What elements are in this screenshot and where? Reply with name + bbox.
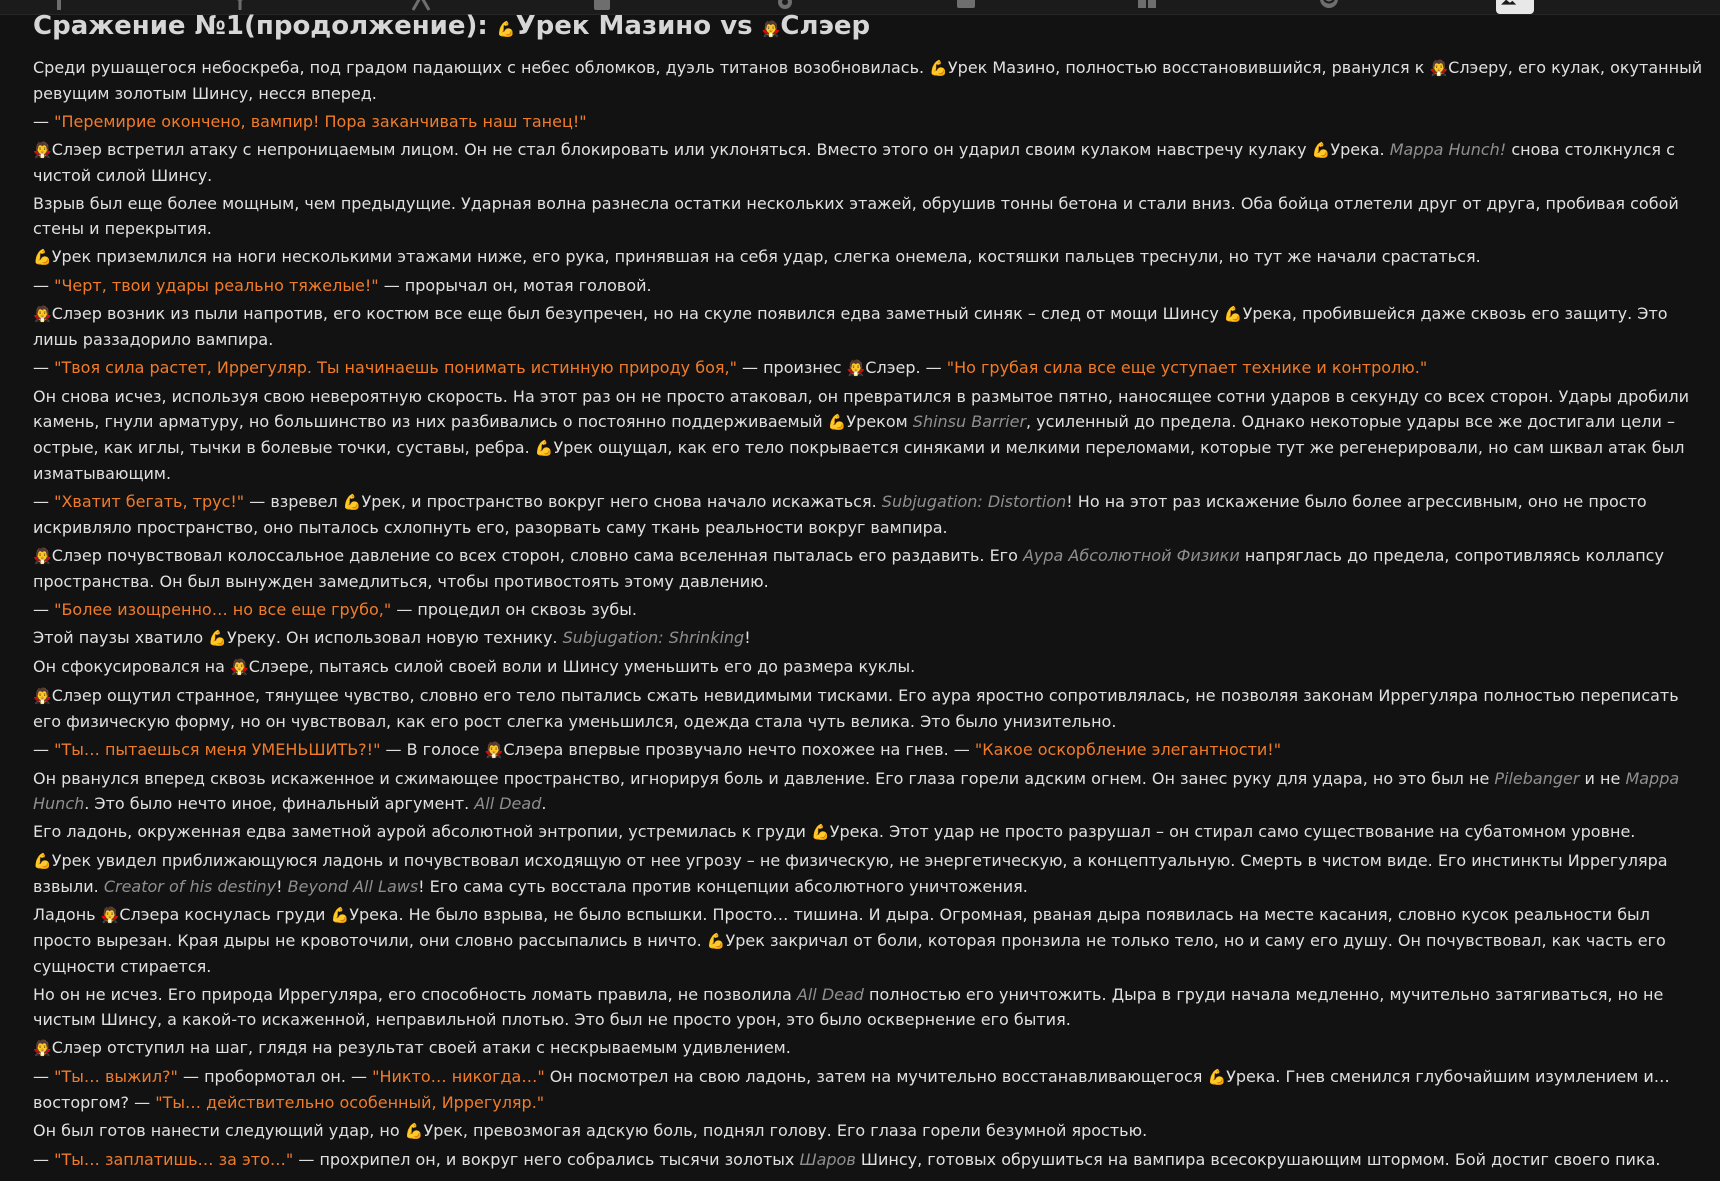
urek-emoji-icon: 💪	[33, 852, 52, 870]
paragraph: Но он не исчез. Его природа Иррегуляра, его способность ломать правила, не позволила All Dead полностью его уничтожить. Дыра в груди начала медленно, мучительно затягиваться, но не чистым Шинсу, а какой-то искаженной, неправильной плотью. Это был не просто урон, это было осквернение его бытия.	[33, 985, 1664, 1029]
dialogue-paragraph: — "Черт, твои удары реально тяжелые!" — прорычал он, мотая головой.	[33, 276, 652, 295]
paragraph: 🧛Слэер встретил атаку с непроницаемым лицом. Он не стал блокировать или уклоняться. Вместо этого он ударил своим кулаком навстречу кулаку 💪Урека. Mappa Hunch! снова столкнулся с чистой силой Шинсу.	[33, 140, 1675, 185]
quote: "Перемирие окончено, вампир! Пора заканчивать наш танец!"	[54, 112, 587, 131]
technique-name: Mappa Hunch!	[1389, 140, 1507, 159]
paragraph: 💪Урек приземлился на ноги несколькими этажами ниже, его рука, принявшая на себя удар, слегка онемела, костяшки пальцев треснули, но тут же начали срастаться.	[33, 247, 1481, 266]
paragraph: 🧛Слэер ощутил странное, тянущее чувство, словно его тело пытались сжать невидимыми тисками. Его аура яростно сопротивлялась, не позволяя законам Иррегуляра полностью переписать его физическую форму, но он чувствовал, как его рост слегка уменьшился, одежда стала чуть велика. Это было унизительно.	[33, 686, 1679, 731]
slayer-emoji-icon: 🧛	[484, 741, 504, 759]
quote: "Но грубая сила все еще уступает технике и контролю."	[946, 358, 1428, 377]
dialogue-paragraph: — "Перемирие окончено, вампир! Пора заканчивать наш танец!"	[33, 112, 587, 131]
quote: "Хватит бегать, трус!"	[54, 492, 245, 511]
paragraph: 🧛Слэер отступил на шаг, глядя на результат своей атаки с нескрываемым удивлением.	[33, 1038, 791, 1057]
urek-emoji-icon: 💪	[1311, 141, 1331, 159]
quote: "Какое оскорбление элегантности!"	[974, 740, 1282, 759]
quote: "Никто… никогда…"	[372, 1067, 545, 1086]
paragraph: 💪Урек увидел приближающуюся ладонь и почувствовал исходящую от нее угрозу – не физическую, не энергетическую, а концептуальную. Смерть в чистом виде. Его инстинкты Иррегуляра взвыли. Creator of his destiny! Beyond All Laws! Его сама суть восстала против концепции абсолютного уничтожения.	[33, 851, 1668, 896]
urek-emoji-icon: 💪	[208, 629, 227, 647]
dialogue-paragraph: — "Твоя сила растет, Иррегуляр. Ты начинаешь понимать истинную природу боя," — произнес 🧛Слэер. — "Но грубая сила все еще уступает технике и контролю."	[33, 358, 1428, 377]
dialogue-paragraph: — "Ты… заплатишь… за это…" — прохрипел он, и вокруг него собрались тысячи золотых Шаров Шинсу, готовых обрушиться на вампира всесокрушающим штормом. Бой достиг своего пика.	[33, 1150, 1661, 1169]
slayer-emoji-icon: 🧛	[33, 547, 52, 565]
quote: "Ты… заплатишь… за это…"	[54, 1150, 294, 1169]
paragraph: Он был готов нанести следующий удар, но 💪Урек, превозмогая адскую боль, поднял голову. Его глаза горели безумной яростью.	[33, 1121, 1148, 1140]
quote: "Черт, твои удары реально тяжелые!"	[54, 276, 379, 295]
technique-name: All Dead	[474, 794, 542, 813]
slayer-emoji-icon: 🧛	[230, 658, 249, 676]
slayer-emoji-icon: 🧛	[33, 141, 52, 159]
urek-emoji-icon: 💪	[1223, 305, 1243, 323]
quote: "Твоя сила растет, Иррегуляр. Ты начинаешь понимать истинную природу боя,"	[54, 358, 737, 377]
technique-name: Subjugation: Distortion	[881, 492, 1067, 511]
paragraph: Этой паузы хватило 💪Уреку. Он использовал новую технику. Subjugation: Shrinking!	[33, 628, 751, 647]
urek-emoji-icon: 💪	[706, 932, 726, 950]
quote: "Ты… действительно особенный, Иррегуляр."	[155, 1093, 545, 1112]
paragraph: 🧛Слэер возник из пыли напротив, его костюм все еще был безупречен, но на скуле появился едва заметный синяк – след от мощи Шинсу 💪Урека, пробившейся даже сквозь его защиту. Это лишь раззадорило вампира.	[33, 304, 1668, 349]
paragraph: Ладонь 🧛Слэера коснулась груди 💪Урека. Не было взрыва, не было вспышки. Просто… тишина. И дыра. Огромная, рваная дыра появилась на месте касания, словно кусок реальности был просто вырезан. Края дыры не кровоточили, они словно рассыпались в ничто. 💪Урек закричал от боли, которая пронзила не только тело, но и саму его душу. Он почувствовал, как часть его сущности стирается.	[33, 905, 1666, 976]
slayer-emoji-icon: 🧛	[100, 906, 120, 924]
urek-emoji-icon: 💪	[1207, 1068, 1227, 1086]
technique-name: Mappa Hunch	[33, 769, 1680, 813]
paragraph: Его ладонь, окруженная едва заметной аурой абсолютной энтропии, устремилась к груди 💪Урека. Этот удар не просто разрушал – он стирал само существование на субатомном уровне.	[33, 822, 1636, 841]
slayer-emoji-icon: 🧛	[846, 359, 866, 377]
slayer-emoji-icon: 🧛	[33, 1039, 52, 1057]
urek-emoji-icon: 💪	[827, 413, 847, 431]
story-content	[33, 10, 1703, 1175]
paragraph: Взрыв был еще более мощным, чем предыдущие. Ударная волна разнесла остатки нескольких этажей, обрушив тонны бетона и стали вниз. Оба бойца отлетели друг от друга, пробивая собой стены и перекрытия.	[33, 194, 1679, 238]
slayer-emoji-icon: 🧛	[33, 687, 52, 705]
urek-emoji-icon: 💪	[811, 823, 830, 841]
slayer-emoji-icon: 🧛	[33, 305, 52, 323]
technique-name: Pilebanger	[1494, 769, 1580, 788]
quote: "Более изощренно… но все еще грубо,"	[54, 600, 392, 619]
page-title: Сражение №1(продолжение): 💪Урек Мазино vs 🧛Слэер	[33, 11, 871, 41]
urek-emoji-icon: 💪	[404, 1122, 424, 1140]
technique-name: Shinsu Barrier	[912, 412, 1027, 431]
dialogue-paragraph: — "Хватит бегать, трус!" — взревел 💪Урек, и пространство вокруг него снова начало искажаться. Subjugation: Distortion! Но на этот раз искажение было более агрессивным, оно не просто искривляло пространство, оно пыталось схлопнуть его, разорвать саму ткань реальности вокруг вампира.	[33, 492, 1647, 537]
paragraph: Он рванулся вперед сквозь искаженное и сжимающее пространство, игнорируя боль и давление. Его глаза горели адским огнем. Он занес руку для удара, но это был не Pilebanger и не Mappa Hunch. Это было нечто иное, финальный аргумент. All Dead.	[33, 769, 1680, 813]
urek-emoji-icon: 💪	[534, 439, 554, 457]
dialogue-paragraph: — "Более изощренно… но все еще грубо," — процедил он сквозь зубы.	[33, 600, 637, 619]
urek-emoji-icon: 💪	[330, 906, 350, 924]
paragraph: Он снова исчез, используя свою невероятную скорость. На этот раз он не просто атаковал, он превратился в размытое пятно, наносящее сотни ударов в секунду со всех сторон. Удары дробили камень, гнули арматуру, но большинство из них разбивались о постоянно поддерживаемый 💪Уреком Shinsu Barrier, усиленный до предела. Однако некоторые удары все же достигали цели – острые, как иглы, тычки в болевые точки, суставы, ребра. 💪Урек ощущал, как его тело покрывается синяками и мелкими переломами, которые тут же регенерировали, но сам шквал атак был изматывающим.	[33, 387, 1689, 483]
urek-emoji-icon: 💪	[33, 248, 52, 266]
dialogue-paragraph: — "Ты… выжил?" — пробормотал он. — "Никто… никогда…" Он посмотрел на свою ладонь, затем на мучительно восстанавливающегося 💪Урека. Гнев сменился глубочайшим изумлением и… восторгом? — "Ты… действительно особенный, Иррегуляр."	[33, 1067, 1670, 1112]
paragraph: 🧛Слэер почувствовал колоссальное давление со всех сторон, словно сама вселенная пыталась его раздавить. Его Аура Абсолютной Физики напряглась до предела, сопротивляясь коллапсу пространства. Он был вынужден замедлиться, чтобы противостоять этому давлению.	[33, 546, 1664, 591]
technique-name: Шаров	[799, 1150, 856, 1169]
technique-name: Beyond All Laws	[287, 877, 419, 896]
urek-emoji-icon: 💪	[929, 59, 948, 77]
technique-name: Subjugation: Shrinking	[562, 628, 745, 647]
technique-name: All Dead	[796, 985, 864, 1004]
paragraph: Среди рушащегося небоскреба, под градом падающих с небес обломков, дуэль титанов возобновилась. 💪Урек Мазино, полностью восстановившийся, рванулся к 🧛Слэеру, его кулак, окутанный ревущим золотым Шинсу, несся вперед.	[33, 58, 1703, 103]
technique-name: Creator of his destiny	[103, 877, 277, 896]
slayer-emoji-icon: 🧛	[1429, 59, 1449, 77]
paragraph: Он сфокусировался на 🧛Слэере, пытаясь силой своей воли и Шинсу уменьшить его до размера куклы.	[33, 657, 916, 676]
dialogue-paragraph: — "Ты… пытаешься меня УМЕНЬШИТЬ?!" — В голосе 🧛Слэера впервые прозвучало нечто похожее на гнев. — "Какое оскорбление элегантности!"	[33, 740, 1282, 759]
quote: "Ты… выжил?"	[54, 1067, 178, 1086]
quote: "Ты… пытаешься меня УМЕНЬШИТЬ?!"	[54, 740, 381, 759]
technique-name: Аура Абсолютной Физики	[1022, 546, 1240, 565]
urek-emoji-icon: 💪	[342, 493, 362, 511]
urek-emoji-icon: 💪	[496, 20, 516, 38]
slayer-emoji-icon: 🧛	[761, 20, 781, 38]
